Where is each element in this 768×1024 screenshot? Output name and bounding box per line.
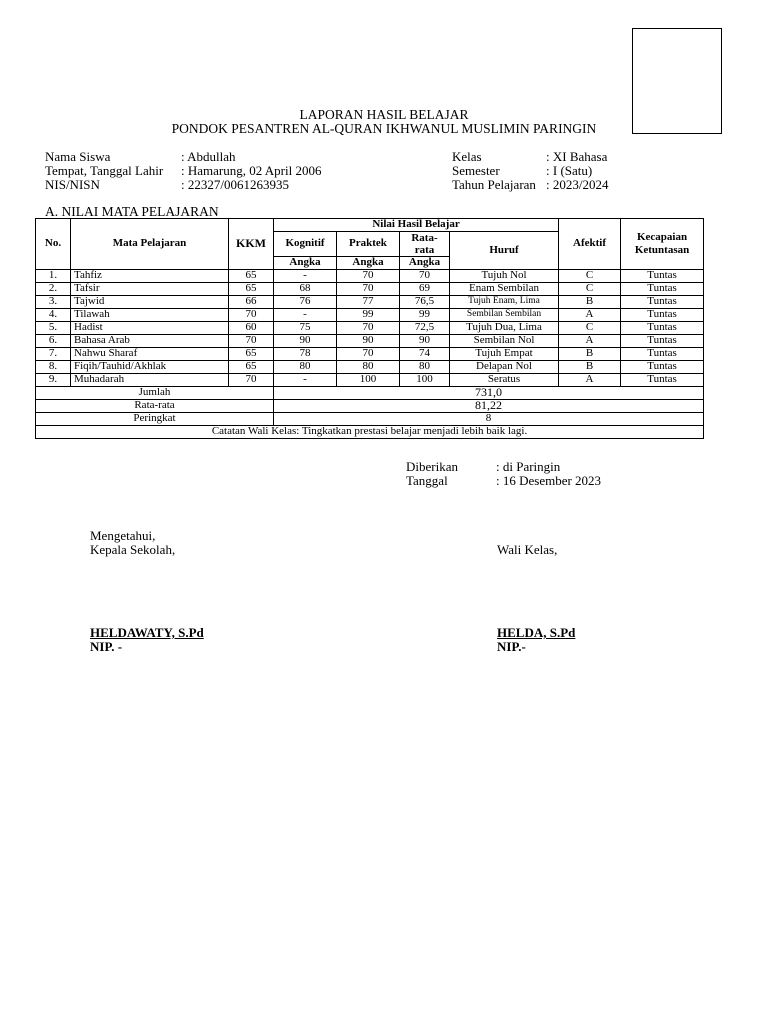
cell-huruf: Delapan Nol: [450, 361, 559, 374]
cell-kkm: 65: [229, 283, 274, 296]
table-row: [36, 348, 704, 361]
cell-afektif: B: [559, 348, 621, 361]
nis-value: : 22327/0061263935: [181, 177, 289, 192]
cell-kognitif: 90: [274, 335, 337, 348]
cell-rata: 99: [400, 309, 450, 322]
cell-praktek: 70: [337, 283, 400, 296]
cell-afektif: A: [559, 335, 621, 348]
table-row: [36, 283, 704, 296]
class-value: : XI Bahasa: [546, 149, 608, 164]
cell-praktek: 70: [337, 322, 400, 335]
cell-kognitif: 76: [274, 296, 337, 309]
issued-place-label: Diberikan: [406, 459, 458, 474]
cell-afektif: A: [559, 309, 621, 322]
cell-kognitif: -: [274, 270, 337, 283]
cell-praktek: 90: [337, 335, 400, 348]
cell-afektif: C: [559, 270, 621, 283]
cell-subject: Nahwu Sharaf: [71, 348, 229, 361]
table-row: [36, 296, 704, 309]
cell-status: Tuntas: [621, 335, 704, 348]
student-info-left: [45, 150, 321, 192]
cell-kkm: 65: [229, 361, 274, 374]
cell-no: 7.: [36, 348, 71, 361]
ack-text: Mengetahui,: [90, 528, 156, 543]
cell-rata: 76,5: [400, 296, 450, 309]
cell-status: Tuntas: [621, 361, 704, 374]
homeroom-title: Wali Kelas,: [497, 542, 558, 557]
cell-status: Tuntas: [621, 270, 704, 283]
birth-value: : Hamarung, 02 April 2006: [181, 163, 322, 178]
homeroom-note: Catatan Wali Kelas: Tingkatkan prestasi belajar menjadi lebih baik lagi.: [36, 426, 704, 439]
cell-afektif: C: [559, 283, 621, 296]
cell-afektif: B: [559, 296, 621, 309]
table-row: [36, 335, 704, 348]
name-value: : Abdullah: [181, 149, 236, 164]
principal-block: [90, 529, 175, 557]
cell-kognitif: 78: [274, 348, 337, 361]
cell-no: 6.: [36, 335, 71, 348]
homeroom-nip: NIP.-: [497, 639, 526, 654]
section-title: A. NILAI MATA PELAJARAN: [45, 204, 219, 219]
peringkat-value: 8: [274, 413, 704, 426]
cell-kognitif: 80: [274, 361, 337, 374]
cell-kognitif: 75: [274, 322, 337, 335]
cell-kkm: 60: [229, 322, 274, 335]
report-title: LAPORAN HASIL BELAJAR: [299, 107, 469, 122]
cell-afektif: C: [559, 322, 621, 335]
header-kkm: KKM: [229, 219, 274, 270]
cell-subject: Hadist: [71, 322, 229, 335]
cell-status: Tuntas: [621, 322, 704, 335]
header-kecapaian: Kecapaian Ketuntasan: [621, 219, 704, 270]
cell-huruf: Tujuh Empat: [450, 348, 559, 361]
cell-praktek: 80: [337, 361, 400, 374]
cell-rata: 74: [400, 348, 450, 361]
table-row: [36, 374, 704, 387]
cell-no: 2.: [36, 283, 71, 296]
name-label: Nama Siswa: [45, 149, 111, 164]
cell-no: 1.: [36, 270, 71, 283]
note-row: [36, 426, 704, 439]
cell-praktek: 70: [337, 348, 400, 361]
table-row: [36, 309, 704, 322]
cell-rata: 70: [400, 270, 450, 283]
issued-date-value: : 16 Desember 2023: [496, 473, 602, 488]
cell-kkm: 70: [229, 309, 274, 322]
cell-rata: 72,5: [400, 322, 450, 335]
table-row: [36, 361, 704, 374]
cell-kognitif: -: [274, 309, 337, 322]
summary-row-ratarata: [36, 400, 704, 413]
cell-huruf: Tujuh Dua, Lima: [450, 322, 559, 335]
cell-subject: Tahfiz: [71, 270, 229, 283]
cell-no: 3.: [36, 296, 71, 309]
header-kognitif: Kognitif: [274, 232, 337, 257]
cell-praktek: 77: [337, 296, 400, 309]
cell-no: 4.: [36, 309, 71, 322]
cell-afektif: A: [559, 374, 621, 387]
ratarata-value: 81,22: [274, 400, 704, 413]
header-angka-kognitif: Angka: [274, 257, 337, 270]
cell-status: Tuntas: [621, 296, 704, 309]
cell-kognitif: -: [274, 374, 337, 387]
principal-nip: NIP. -: [90, 639, 123, 654]
school-name: PONDOK PESANTREN AL-QURAN IKHWANUL MUSLIMIN PARINGIN: [171, 121, 597, 136]
peringkat-label: Peringkat: [36, 413, 274, 426]
ratarata-label: Rata-rata: [36, 400, 274, 413]
summary-row-jumlah: [36, 387, 704, 400]
class-label: Kelas: [452, 149, 482, 164]
birth-label: Tempat, Tanggal Lahir: [45, 163, 164, 178]
header-subject: Mata Pelajaran: [71, 219, 229, 270]
cell-status: Tuntas: [621, 283, 704, 296]
cell-status: Tuntas: [621, 309, 704, 322]
table-row: [36, 270, 704, 283]
cell-kkm: 70: [229, 335, 274, 348]
cell-kkm: 66: [229, 296, 274, 309]
header-huruf: Huruf: [450, 232, 559, 270]
homeroom-name: HELDA, S.Pd: [497, 625, 576, 640]
cell-kognitif: 68: [274, 283, 337, 296]
cell-rata: 80: [400, 361, 450, 374]
cell-praktek: 100: [337, 374, 400, 387]
cell-subject: Tajwid: [71, 296, 229, 309]
cell-rata: 90: [400, 335, 450, 348]
cell-huruf: Tujuh Nol: [450, 270, 559, 283]
header-angka-rata: Angka: [400, 257, 450, 270]
cell-subject: Tafsir: [71, 283, 229, 296]
cell-status: Tuntas: [621, 374, 704, 387]
cell-kkm: 65: [229, 348, 274, 361]
header-no: No.: [36, 219, 71, 270]
cell-kkm: 70: [229, 374, 274, 387]
table-row: [36, 322, 704, 335]
cell-kkm: 65: [229, 270, 274, 283]
cell-huruf: Tujuh Enam, Lima: [450, 296, 559, 309]
principal-title: Kepala Sekolah,: [90, 542, 176, 557]
cell-subject: Fiqih/Tauhid/Akhlak: [71, 361, 229, 374]
cell-subject: Tilawah: [71, 309, 229, 322]
semester-value: : I (Satu): [546, 163, 593, 178]
cell-rata: 69: [400, 283, 450, 296]
jumlah-value: 731,0: [274, 387, 704, 400]
cell-subject: Muhadarah: [71, 374, 229, 387]
cell-no: 9.: [36, 374, 71, 387]
header-afektif: Afektif: [559, 219, 621, 270]
header-praktek: Praktek: [337, 232, 400, 257]
semester-label: Semester: [452, 163, 500, 178]
cell-huruf: Seratus: [450, 374, 559, 387]
cell-subject: Bahasa Arab: [71, 335, 229, 348]
year-label: Tahun Pelajaran: [452, 177, 536, 192]
jumlah-label: Jumlah: [36, 387, 274, 400]
nis-label: NIS/NISN: [45, 177, 100, 192]
cell-status: Tuntas: [621, 348, 704, 361]
student-info-right: [452, 150, 608, 192]
cell-huruf: Sembilan Nol: [450, 335, 559, 348]
header-group: Nilai Hasil Belajar: [274, 219, 559, 232]
grades-table: [35, 218, 704, 439]
cell-afektif: B: [559, 361, 621, 374]
header-ratarata: Rata-rata: [400, 232, 450, 257]
cell-praktek: 70: [337, 270, 400, 283]
summary-row-peringkat: [36, 413, 704, 426]
year-value: : 2023/2024: [546, 177, 609, 192]
issued-date-label: Tanggal: [406, 473, 448, 488]
principal-name: HELDAWATY, S.Pd: [90, 625, 204, 640]
cell-no: 5.: [36, 322, 71, 335]
issued-block: [406, 460, 601, 488]
cell-praktek: 99: [337, 309, 400, 322]
cell-no: 8.: [36, 361, 71, 374]
header-angka-praktek: Angka: [337, 257, 400, 270]
issued-place-value: : di Paringin: [496, 459, 561, 474]
cell-rata: 100: [400, 374, 450, 387]
cell-huruf: Enam Sembilan: [450, 283, 559, 296]
cell-huruf: Sembilan Sembilan: [450, 309, 559, 322]
